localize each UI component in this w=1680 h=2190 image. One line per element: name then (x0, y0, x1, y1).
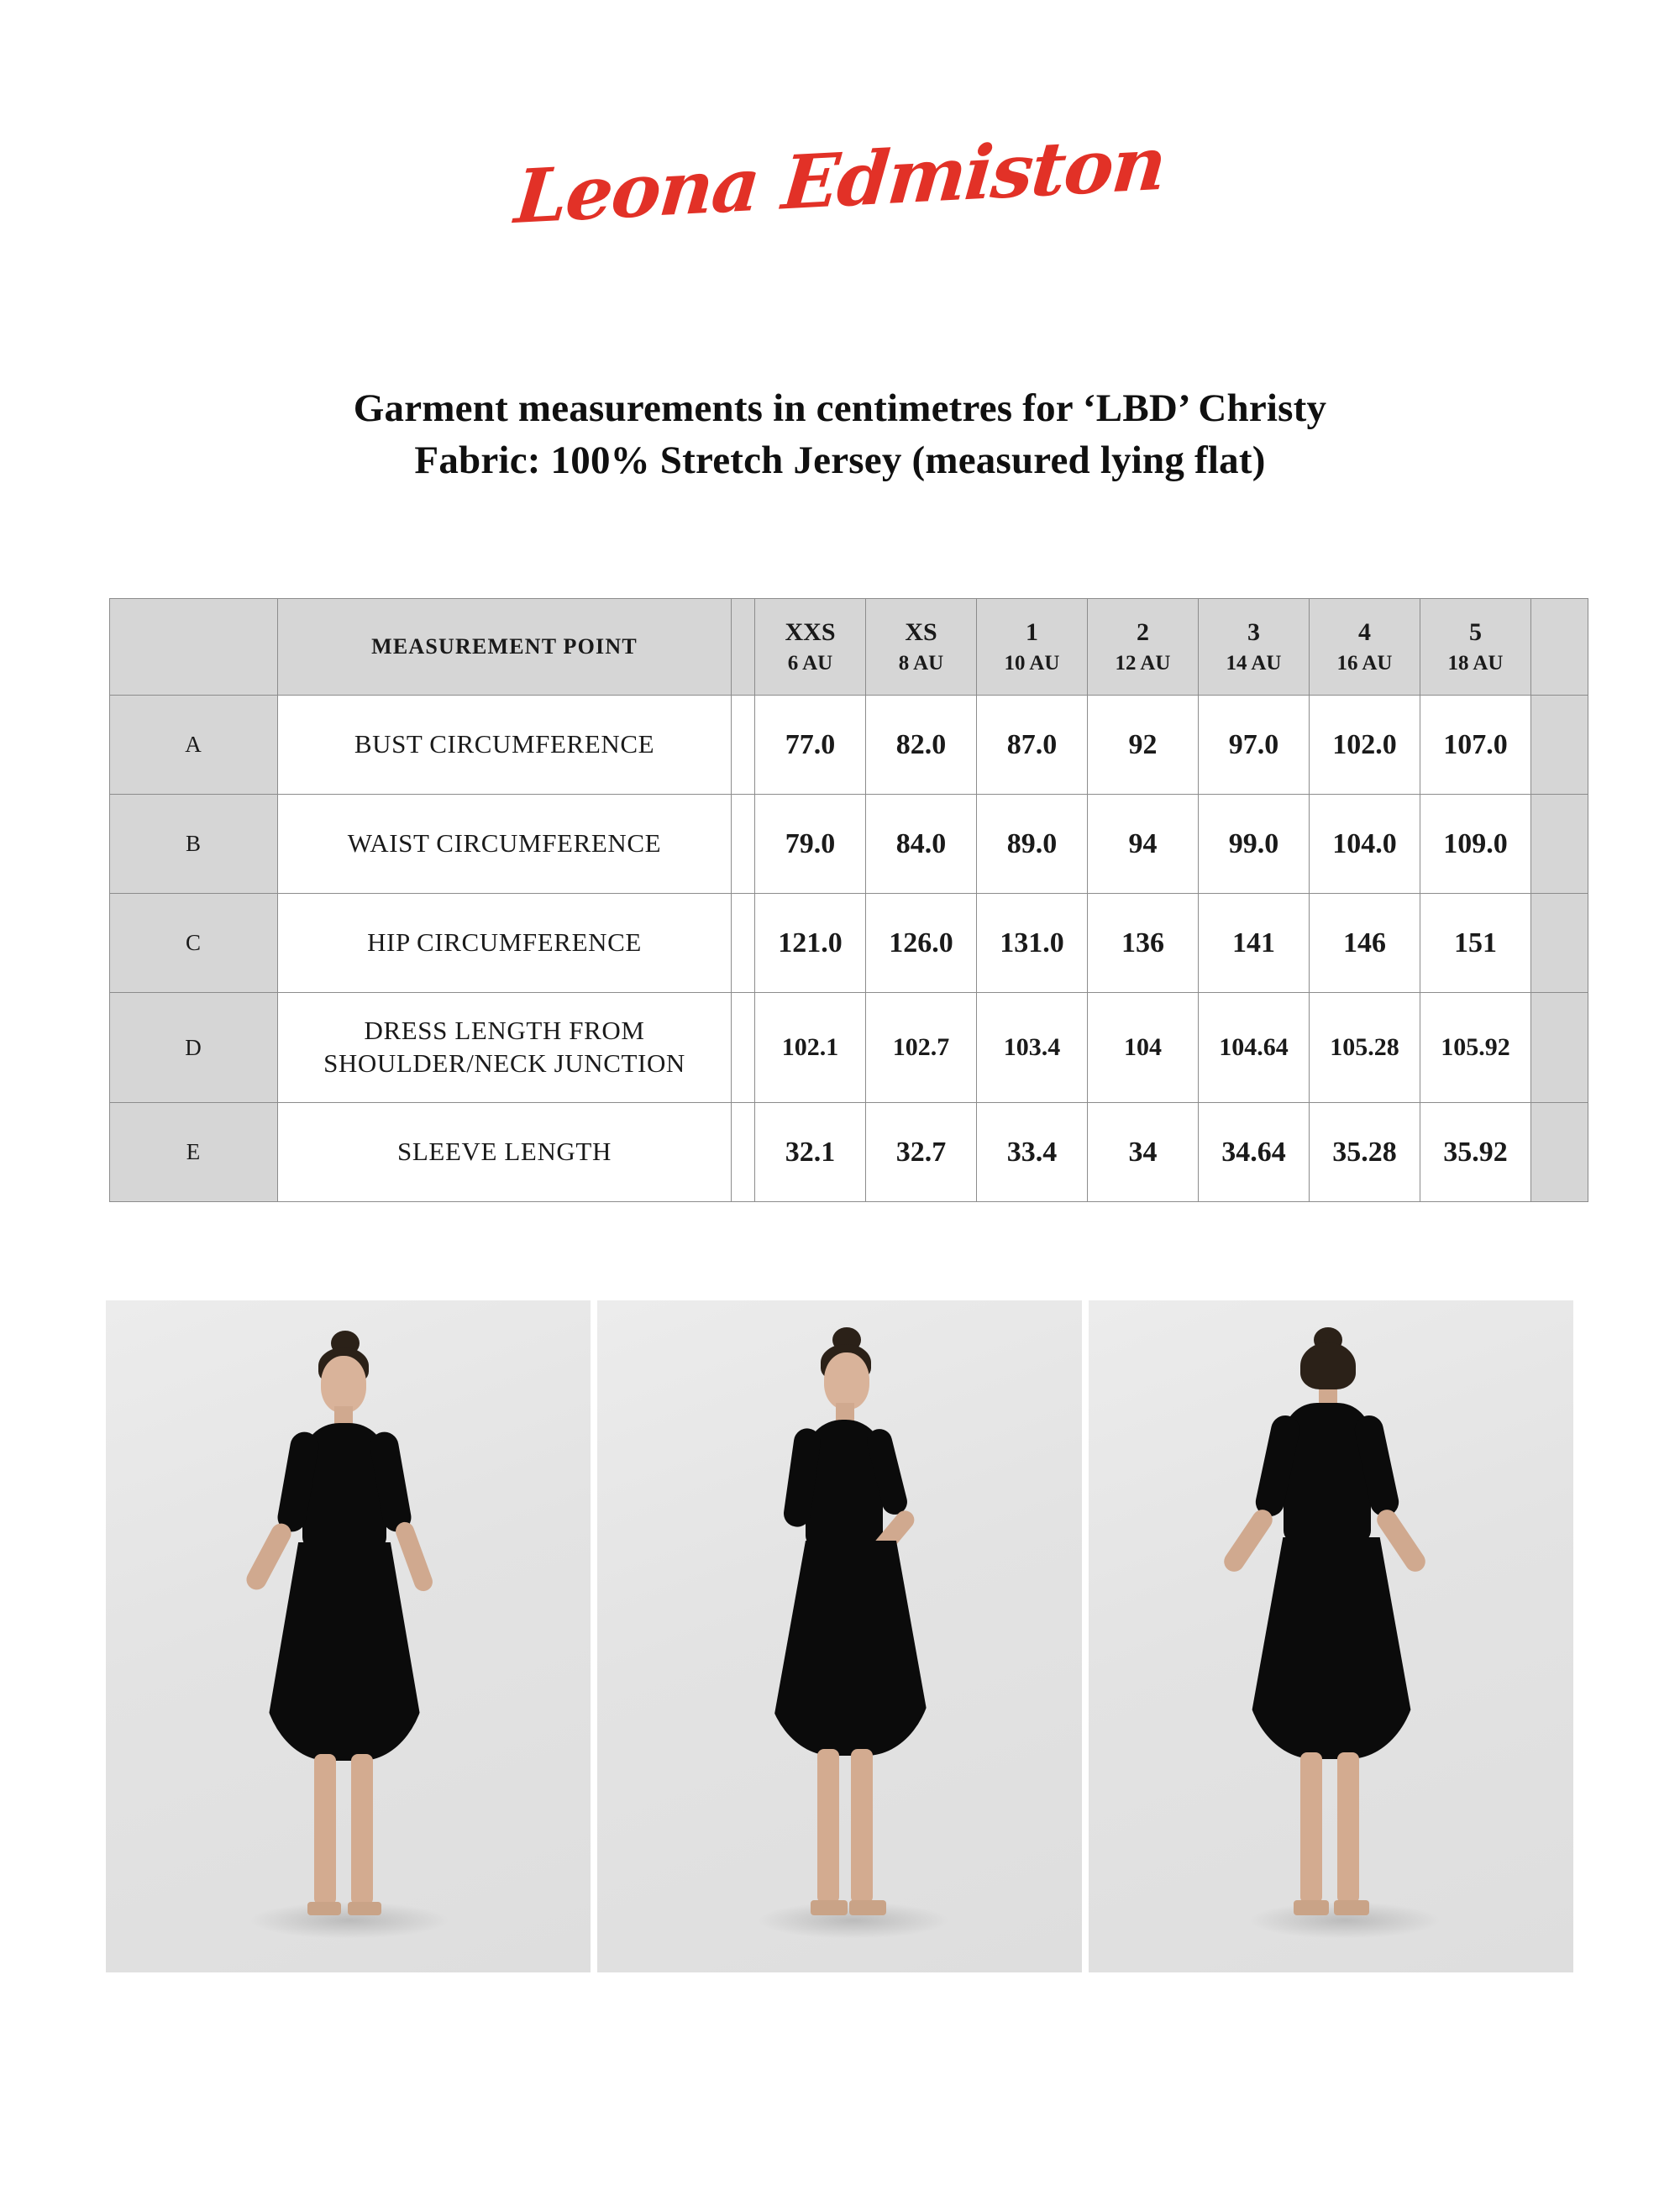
measurements-table (109, 598, 1588, 1202)
title-line-1: Garment measurements in centimetres for ‘LBD’ Christy (353, 386, 1327, 430)
row-value: 97.0 (1199, 696, 1310, 795)
header-gap (732, 599, 755, 696)
row-measurement-point: HIP CIRCUMFERENCE (278, 894, 732, 993)
row-value: 32.1 (755, 1103, 866, 1202)
row-value: 34.64 (1199, 1103, 1310, 1202)
header-size-xxs-code: XXS (785, 617, 836, 646)
row-measurement-point: WAIST CIRCUMFERENCE (278, 795, 732, 894)
product-photo-back (1089, 1300, 1573, 1972)
row-tail (1531, 1103, 1588, 1202)
model-figure-back (1089, 1300, 1573, 1972)
header-size-2-au: 12 AU (1115, 652, 1171, 675)
row-value: 102.1 (755, 993, 866, 1103)
row-value: 77.0 (755, 696, 866, 795)
measurements-table-wrapper (109, 598, 1571, 1202)
model-figure-side (597, 1300, 1082, 1972)
row-measurement-point: BUST CIRCUMFERENCE (278, 696, 732, 795)
header-size-1-au: 10 AU (1004, 652, 1060, 675)
row-measurement-point: SLEEVE LENGTH (278, 1103, 732, 1202)
header-size-5-au: 18 AU (1447, 652, 1504, 675)
row-value: 102.0 (1310, 696, 1420, 795)
header-size-xxs (755, 599, 866, 696)
row-value: 103.4 (977, 993, 1088, 1103)
row-value: 82.0 (866, 696, 977, 795)
header-size-xxs-au: 6 AU (787, 652, 833, 675)
header-size-2 (1088, 599, 1199, 696)
row-gap (732, 993, 755, 1103)
product-photo-gallery (106, 1300, 1574, 1972)
row-value: 34 (1088, 1103, 1199, 1202)
row-value: 104.0 (1310, 795, 1420, 894)
row-value: 99.0 (1199, 795, 1310, 894)
model-figure-front (106, 1300, 591, 1972)
row-measurement-point-line1: DRESS LENGTH FROM (364, 1016, 645, 1046)
header-size-4-au: 16 AU (1336, 652, 1393, 675)
row-measurement-point-line2: SHOULDER/NECK JUNCTION (323, 1048, 685, 1078)
header-size-5-code: 5 (1469, 617, 1482, 646)
header-measurement-point: MEASUREMENT POINT (278, 599, 732, 696)
row-gap (732, 1103, 755, 1202)
header-size-4-code: 4 (1358, 617, 1371, 646)
header-size-3-au: 14 AU (1226, 652, 1282, 675)
header-size-xs-code: XS (905, 617, 937, 646)
header-size-3 (1199, 599, 1310, 696)
row-value: 136 (1088, 894, 1199, 993)
table-row (110, 894, 1588, 993)
row-value: 79.0 (755, 795, 866, 894)
row-tail (1531, 993, 1588, 1103)
header-size-2-code: 2 (1137, 617, 1149, 646)
row-value: 33.4 (977, 1103, 1088, 1202)
title-line-2: Fabric: 100% Stretch Jersey (measured lying flat) (414, 439, 1266, 483)
row-value: 32.7 (866, 1103, 977, 1202)
row-gap (732, 795, 755, 894)
row-value: 102.7 (866, 993, 977, 1103)
row-value: 105.28 (1310, 993, 1420, 1103)
row-value: 126.0 (866, 894, 977, 993)
row-value: 35.28 (1310, 1103, 1420, 1202)
row-value: 141 (1199, 894, 1310, 993)
row-letter: B (110, 795, 278, 894)
row-tail (1531, 795, 1588, 894)
table-row (110, 993, 1588, 1103)
header-tail-blank (1531, 599, 1588, 696)
table-header-row (110, 599, 1588, 696)
brand-logo-text: Leona Edmiston (512, 118, 1168, 241)
row-tail (1531, 696, 1588, 795)
row-letter: D (110, 993, 278, 1103)
row-value: 94 (1088, 795, 1199, 894)
row-value: 151 (1420, 894, 1531, 993)
header-size-1 (977, 599, 1088, 696)
row-letter: C (110, 894, 278, 993)
row-value: 92 (1088, 696, 1199, 795)
row-value: 87.0 (977, 696, 1088, 795)
header-letter-blank (110, 599, 278, 696)
row-value: 104 (1088, 993, 1199, 1103)
table-row (110, 1103, 1588, 1202)
header-size-1-code: 1 (1026, 617, 1038, 646)
header-size-5 (1420, 599, 1531, 696)
row-value: 109.0 (1420, 795, 1531, 894)
row-value: 131.0 (977, 894, 1088, 993)
product-photo-side (597, 1300, 1082, 1972)
row-value: 146 (1310, 894, 1420, 993)
table-row (110, 696, 1588, 795)
header-size-4 (1310, 599, 1420, 696)
header-size-3-code: 3 (1247, 617, 1260, 646)
row-letter: E (110, 1103, 278, 1202)
row-value: 107.0 (1420, 696, 1531, 795)
row-value: 121.0 (755, 894, 866, 993)
row-value: 35.92 (1420, 1103, 1531, 1202)
row-value: 105.92 (1420, 993, 1531, 1103)
row-gap (732, 696, 755, 795)
product-photo-front (106, 1300, 591, 1972)
row-letter: A (110, 696, 278, 795)
row-value: 84.0 (866, 795, 977, 894)
row-measurement-point (278, 993, 732, 1103)
header-size-xs (866, 599, 977, 696)
row-gap (732, 894, 755, 993)
row-value: 104.64 (1199, 993, 1310, 1103)
header-size-xs-au: 8 AU (898, 652, 944, 675)
row-value: 89.0 (977, 795, 1088, 894)
table-row (110, 795, 1588, 894)
row-tail (1531, 894, 1588, 993)
page-title (0, 382, 1680, 486)
brand-logo (0, 118, 1680, 241)
